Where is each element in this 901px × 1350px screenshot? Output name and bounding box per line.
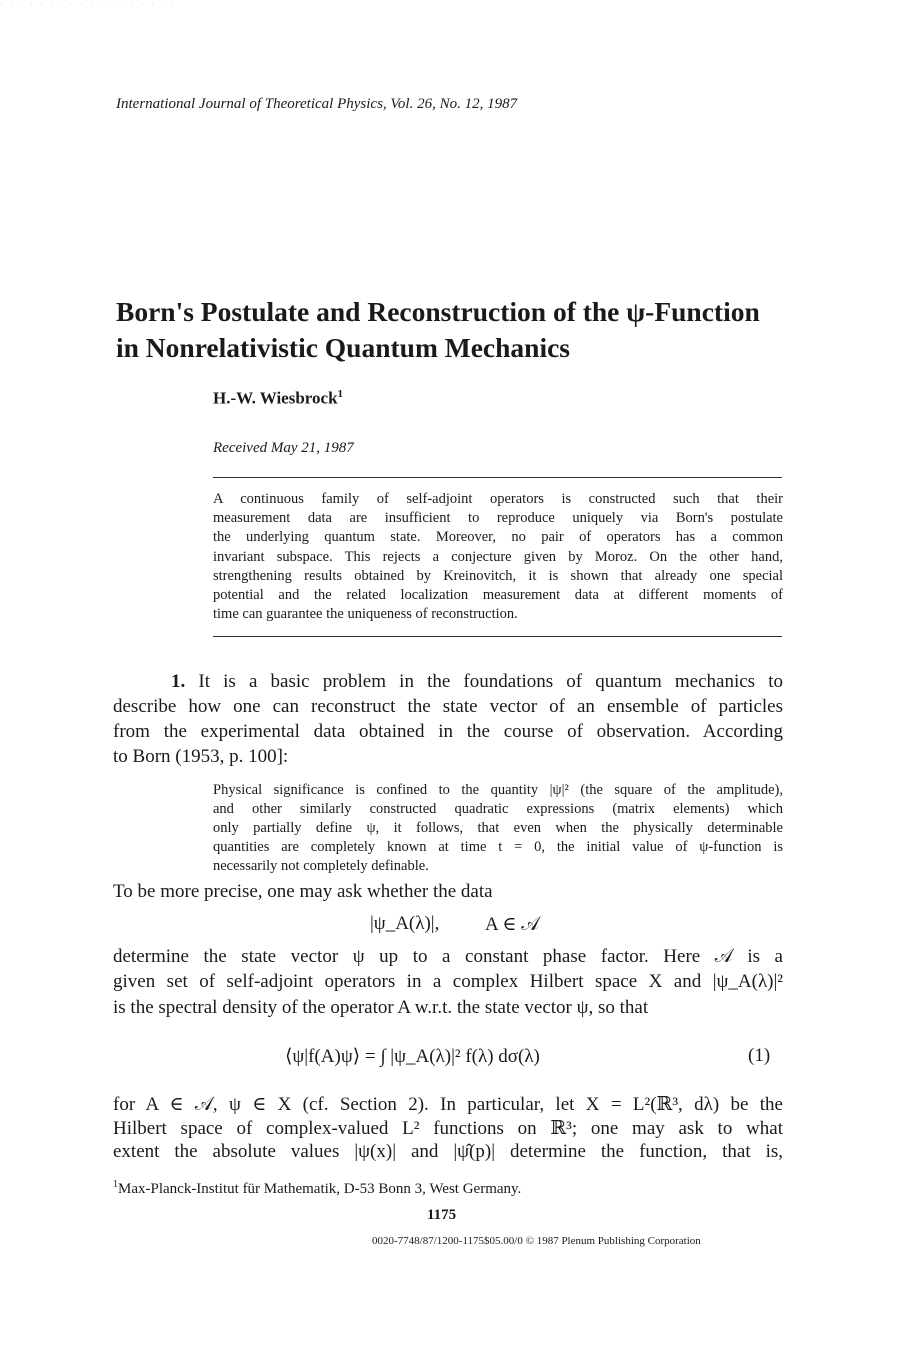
author xyxy=(213,388,343,409)
body-text: describe how one can reconstruct the state vector of an ensemble of particles xyxy=(113,696,783,717)
quote-line: and other similarly constructed quadratic expressions (matrix elements) which xyxy=(213,801,783,817)
body-text: from the experimental data obtained in the course of observation. According xyxy=(113,721,783,742)
body-text: It is a basic problem in the foundations of quantum mechanics to xyxy=(185,671,783,692)
quote-line: only partially define ψ, it follows, that even when the physically determinable xyxy=(213,820,783,836)
body-text: determine the state vector ψ up to a constant phase factor. Here 𝒜 is a xyxy=(113,946,783,967)
paper-title xyxy=(116,294,816,366)
abstract-line: time can guarantee the uniqueness of reconstruction. xyxy=(213,606,518,623)
body-text: to Born (1953, p. 100]: xyxy=(113,746,289,767)
abstract-line: invariant subspace. This rejects a conjecture given by Moroz. On the other hand, xyxy=(213,548,783,565)
body-text: To be more precise, one may ask whether the data xyxy=(113,881,493,902)
author-name: H.-W. Wiesbrock xyxy=(213,388,338,408)
scan-artifact: · · · · · · · · · · · · · · · · · · xyxy=(0,0,177,8)
section-1-intro xyxy=(113,671,783,693)
body-text: given set of self-adjoint operators in a complex Hilbert space X and |ψ_A(λ)|² xyxy=(113,971,783,992)
abstract-line: strengthening results obtained by Kreinovitch, it is shown that already one special xyxy=(213,567,783,584)
title-line-1: Born's Postulate and Reconstruction of the ψ-Function xyxy=(116,296,760,327)
footnote-mark: 1 xyxy=(113,1179,118,1190)
equation-1: ⟨ψ|f(A)ψ⟩ = ∫ |ψ_A(λ)|² f(λ) dσ(λ) xyxy=(285,1046,540,1067)
display-equation-right: A ∈ 𝒜 xyxy=(485,914,540,935)
abstract-line: measurement data are insufficient to reproduce uniquely via Born's postulate xyxy=(213,510,783,527)
display-equation-left: |ψ_A(λ)|, xyxy=(370,913,440,934)
quote-line: quantities are completely known at time t = 0, the initial value of ψ-function is xyxy=(213,839,783,855)
journal-citation: International Journal of Theoretical Physics, Vol. 26, No. 12, 1987 xyxy=(116,96,518,112)
quote-line: Physical significance is confined to the quantity |ψ|² (the square of the amplitude), xyxy=(213,782,783,798)
abstract-line: potential and the related localization measurement data at different moments of xyxy=(213,587,783,604)
footnote xyxy=(113,1179,521,1198)
body-text: is the spectral density of the operator A w.r.t. the state vector ψ, so that xyxy=(113,997,649,1018)
abstract xyxy=(213,490,783,624)
copyright-line: 0020-7748/87/1200-1175$05.00/0 © 1987 Plenum Publishing Corporation xyxy=(372,1235,701,1247)
born-quotation xyxy=(213,781,783,876)
body-text: extent the absolute values |ψ(x)| and |ψ̂(p)| determine the function, that is, xyxy=(113,1141,783,1162)
body-text: Hilbert space of complex-valued L² functions on ℝ³; one may ask to what xyxy=(113,1118,783,1139)
body-text: for A ∈ 𝒜, ψ ∈ X (cf. Section 2). In particular, let X = L²(ℝ³, dλ) be the xyxy=(113,1094,783,1115)
abstract-bottom-rule xyxy=(213,636,782,637)
quote-line: necessarily not completely definable. xyxy=(213,858,429,874)
section-number: 1. xyxy=(171,671,186,692)
title-line-2: in Nonrelativistic Quantum Mechanics xyxy=(116,332,571,363)
received-date: Received May 21, 1987 xyxy=(213,440,354,456)
footnote-text: Max-Planck-Institut für Mathematik, D-53 Bonn 3, West Germany. xyxy=(118,1181,522,1197)
abstract-top-rule xyxy=(213,477,782,478)
abstract-line: the underlying quantum state. Moreover, no pair of operators has a common xyxy=(213,529,783,546)
page-number: 1175 xyxy=(427,1207,457,1223)
equation-1-number: (1) xyxy=(748,1045,771,1066)
author-footnote-mark: 1 xyxy=(337,388,344,400)
abstract-line: A continuous family of self-adjoint operators is constructed such that their xyxy=(213,491,783,507)
